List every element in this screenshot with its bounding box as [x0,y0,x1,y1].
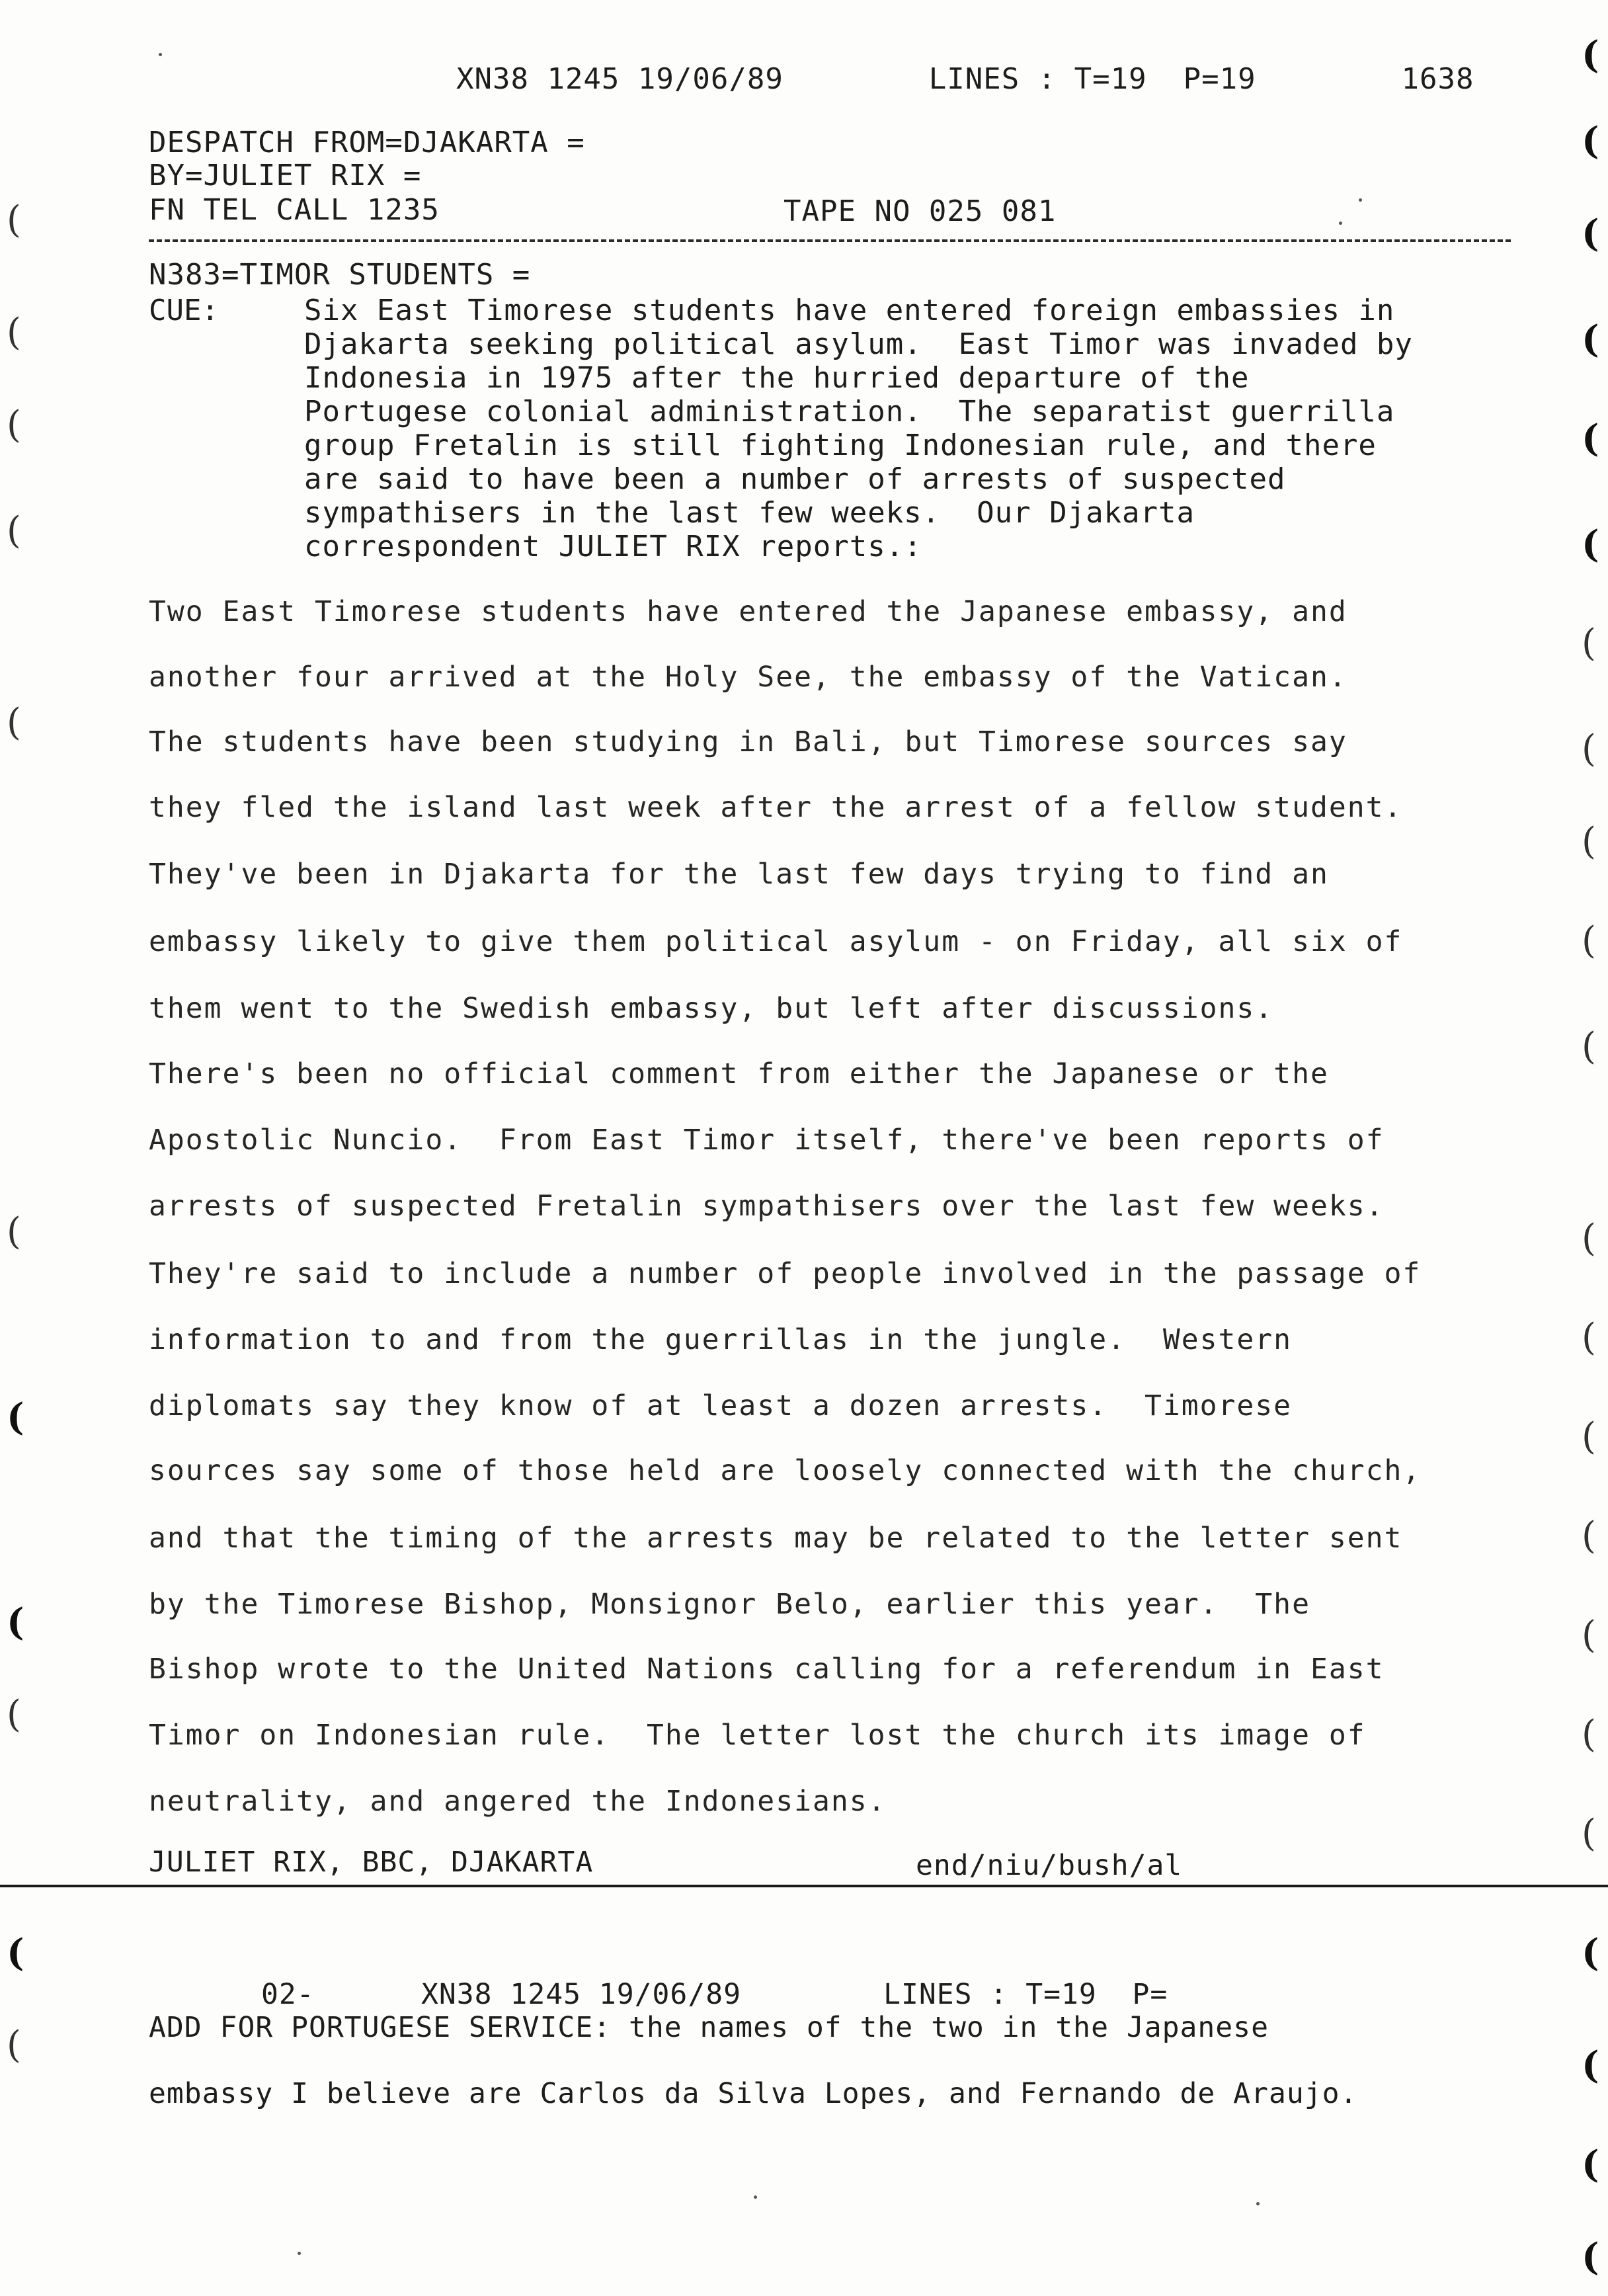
header-divider [149,239,1511,242]
left-margin-mark: ( [7,1395,24,1439]
cue-line: Indonesia in 1975 after the hurried departure of the [304,361,1250,395]
left-margin-mark: ( [7,2024,21,2067]
cue-line: group Fretalin is still fighting Indonesian rule, and there [304,429,1377,462]
right-margin-mark: ( [1582,2143,1599,2186]
body-line: they fled the island last week after the arrest of a fellow student. [149,791,1403,824]
telex-header-line: XN38 1245 19/06/89 LINES : T=19 P=19 1638 [456,62,1474,96]
body-line: neutrality, and angered the Indonesians. [149,1785,887,1818]
right-margin-mark: ( [1582,622,1596,665]
right-margin-mark: ( [1582,522,1599,566]
left-margin-mark: ( [7,701,21,744]
right-margin-mark: ( [1582,417,1599,460]
story-slug: N383=TIMOR STUDENTS = [149,258,531,292]
end-code: end/niu/bush/al [916,1849,1183,1882]
right-margin-mark: ( [1582,33,1599,77]
right-margin-mark: ( [1582,317,1599,361]
body-line: Apostolic Nuncio. From East Timor itself, there've been reports of [149,1124,1385,1157]
signoff: JULIET RIX, BBC, DJAKARTA [149,1846,594,1879]
left-margin-mark: ( [7,1600,24,1644]
body-line: They've been in Djakarta for the last few days trying to find an [149,858,1329,891]
despatch-from: DESPATCH FROM=DJAKARTA = [149,126,585,159]
left-margin-mark: ( [7,509,21,552]
addendum-line: ADD FOR PORTUGESE SERVICE: the names of the two in the Japanese [149,2011,1269,2044]
cue-label: CUE: [149,294,219,327]
body-line: There's been no official comment from either the Japanese or the [149,1057,1329,1090]
body-line: Two East Timorese students have entered the Japanese embassy, and [149,595,1347,628]
cue-line: sympathisers in the last few weeks. Our Djakarta [304,496,1195,530]
right-margin-mark: ( [1582,2235,1599,2279]
right-margin-mark: ( [1582,1514,1596,1557]
body-line: Bishop wrote to the United Nations calling for a referendum in East [149,1653,1385,1686]
right-margin-mark: ( [1582,1614,1596,1657]
left-margin-mark: ( [7,198,21,241]
right-margin-mark: ( [1582,919,1596,962]
right-margin-mark: ( [1582,1415,1596,1458]
body-line: sources say some of those held are loosely connected with the church, [149,1454,1422,1487]
right-margin-mark: ( [1582,1812,1596,1855]
right-margin-mark: ( [1582,1025,1596,1068]
body-line: They're said to include a number of people involved in the passage of [149,1257,1422,1290]
right-margin-mark: ( [1582,119,1599,163]
scan-speck [1339,222,1342,225]
fn-tel-call: FN TEL CALL 1235 [149,193,440,227]
right-margin-mark: ( [1582,1316,1596,1359]
tape-number: TAPE NO 025 081 [784,194,1057,228]
left-margin-mark: ( [7,1210,21,1253]
addendum-header: 02- XN38 1245 19/06/89 LINES : T=19 P= [261,1978,1168,2011]
scan-speck [754,2195,757,2199]
body-line: and that the timing of the arrests may be related to the letter sent [149,1522,1403,1555]
left-margin-mark: ( [7,1931,24,1975]
right-margin-mark: ( [1582,1931,1599,1975]
right-margin-mark: ( [1582,1713,1596,1756]
body-line: The students have been studying in Bali, but Timorese sources say [149,725,1347,758]
scan-speck [298,2252,301,2255]
body-line: them went to the Swedish embassy, but left after discussions. [149,992,1274,1025]
right-margin-mark: ( [1582,2043,1599,2087]
body-line: embassy likely to give them political asylum - on Friday, all six of [149,925,1403,958]
byline: BY=JULIET RIX = [149,159,422,192]
body-line: arrests of suspected Fretalin sympathisers over the last few weeks. [149,1190,1385,1223]
scan-speck [159,53,162,56]
body-line: Timor on Indonesian rule. The letter lost the church its image of [149,1719,1366,1752]
body-line: another four arrived at the Holy See, the embassy of the Vatican. [149,661,1347,694]
right-margin-mark: ( [1582,727,1596,770]
left-margin-mark: ( [7,403,21,446]
left-margin-mark: ( [7,1693,21,1736]
scan-speck [1359,198,1362,202]
left-margin-mark: ( [7,311,21,354]
body-line: information to and from the guerrillas in the jungle. Western [149,1323,1293,1356]
addendum-line: embassy I believe are Carlos da Silva Lopes, and Fernando de Araujo. [149,2077,1358,2110]
section-divider [0,1885,1608,1887]
right-margin-mark: ( [1582,212,1599,255]
right-margin-mark: ( [1582,1217,1596,1260]
cue-line: Portugese colonial administration. The separatist guerrilla [304,395,1395,429]
cue-line: are said to have been a number of arrests of suspected [304,462,1286,496]
cue-line: Djakarta seeking political asylum. East Timor was invaded by [304,327,1413,361]
cue-line: Six East Timorese students have entered foreign embassies in [304,294,1395,327]
scan-speck [1256,2202,1260,2205]
cue-line: correspondent JULIET RIX reports.: [304,530,922,563]
right-margin-mark: ( [1582,820,1596,863]
body-line: diplomats say they know of at least a dozen arrests. Timorese [149,1389,1293,1422]
body-line: by the Timorese Bishop, Monsignor Belo, earlier this year. The [149,1588,1310,1621]
